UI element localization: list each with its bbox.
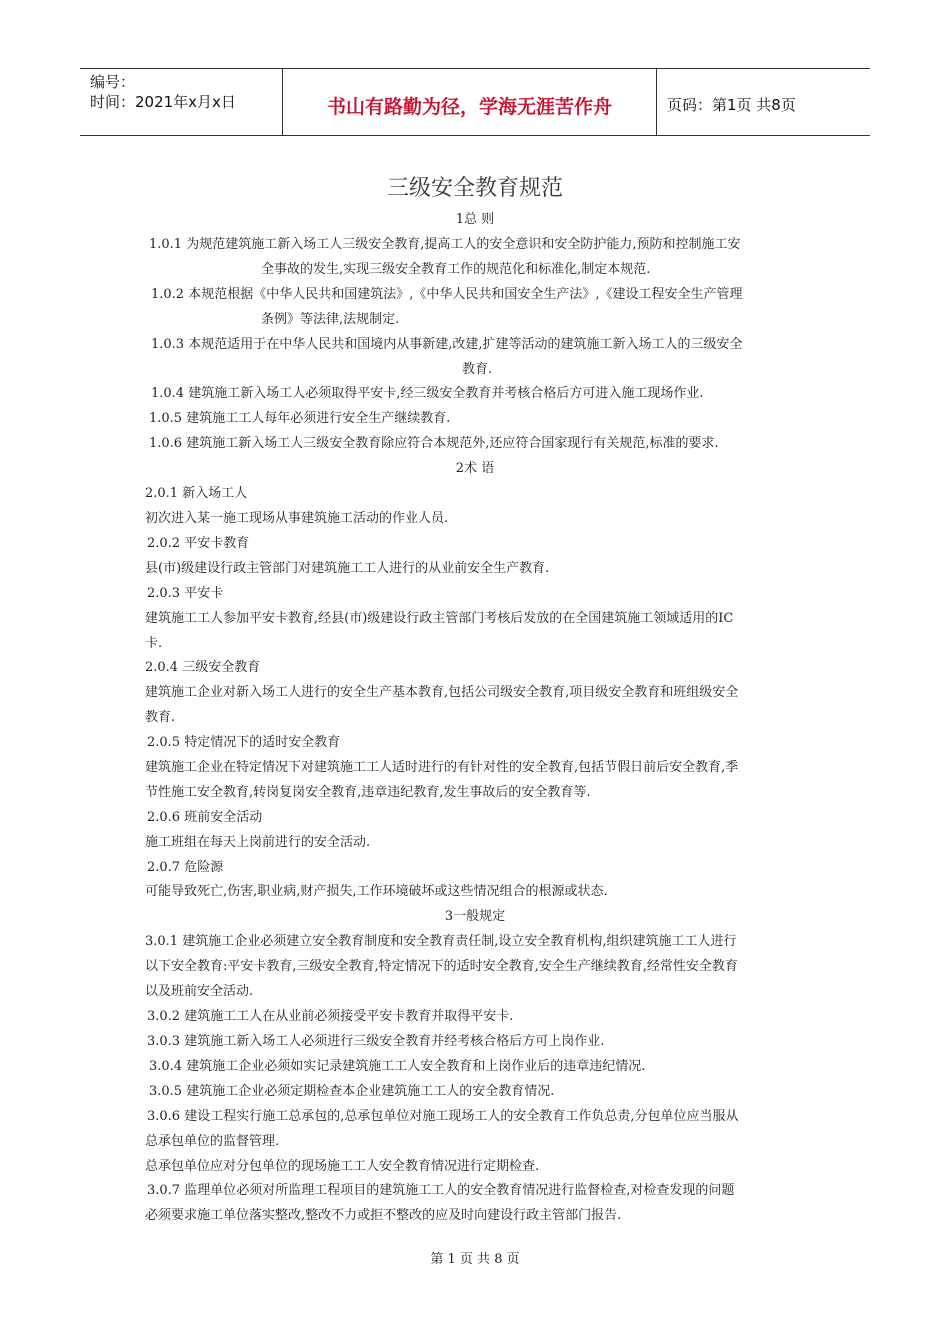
clause-line: 1.0.5 建筑施工工人每年必须进行安全生产继续教育.	[149, 411, 451, 426]
paragraph-line: 可能导致死亡,伤害,职业病,财产损失,工作环境破坏或这些情况组合的根源或状态.	[145, 884, 608, 899]
paragraph-line: 建筑施工企业对新入场工人进行的安全生产基本教育,包括公司级安全教育,项目级安全教育和班组级安全	[145, 685, 739, 700]
clause-line: 2.0.4 三级安全教育	[145, 660, 261, 675]
paragraph-line: 节性施工安全教育,转岗复岗安全教育,违章违纪教育,发生事故后的安全教育等.	[145, 785, 591, 800]
clause-line: 1.0.2 本规范根据《中华人民共和国建筑法》,《中华人民共和国安全生产法》,《建设工程安全生产管理	[151, 287, 743, 302]
paragraph-line: 全事故的发生,实现三级安全教育工作的规范化和标准化,制定本规范.	[261, 262, 651, 277]
paragraph-line: 建筑施工工人参加平安卡教育,经县(市)级建设行政主管部门考核后发放的在全国建筑施工领域适用的IC	[145, 611, 734, 626]
clause-line: 3.0.5 建筑施工企业必须定期检查本企业建筑施工工人的安全教育情况.	[149, 1084, 555, 1099]
paragraph-line: 卡.	[145, 636, 163, 651]
motto-text: 书山有路勤为径，学海无涯苦作舟	[326, 96, 612, 118]
paragraph-line: 以下安全教育:平安卡教育,三级安全教育,特定情况下的适时安全教育,安全生产继续教育,经常性安全教育	[145, 959, 738, 974]
document-title: 三级安全教育规范	[386, 176, 563, 201]
paragraph-line: 总承包单位应对分包单位的现场施工工人安全教育情况进行定期检查.	[145, 1159, 540, 1174]
paragraph-line: 总承包单位的监督管理.	[145, 1134, 280, 1149]
paragraph-line: 建筑施工企业在特定情况下对建筑施工工人适时进行的有针对性的安全教育,包括节假日前后安全教育,季	[145, 760, 739, 775]
paragraph-line: 条例》等法律,法规制定.	[261, 312, 400, 327]
paragraph-line: 县(市)级建设行政主管部门对建筑施工工人进行的从业前安全生产教育.	[145, 561, 550, 576]
section-heading: 2术 语	[455, 461, 495, 476]
clause-line: 2.0.1 新入场工人	[145, 486, 248, 501]
clause-line: 1.0.4 建筑施工新入场工人必须取得平安卡,经三级安全教育并考核合格后方可进入施工现场作业.	[151, 386, 704, 401]
clause-line: 3.0.6 建设工程实行施工总承包的,总承包单位对施工现场工人的安全教育工作负总责,分包单位应当服从	[147, 1109, 739, 1124]
clause-line: 2.0.3 平安卡	[147, 586, 224, 601]
section-heading: 3一般规定	[444, 909, 506, 924]
paragraph-line: 以及班前安全活动.	[145, 984, 254, 999]
document-date: 时间：2021年x月x日	[90, 93, 236, 111]
section-heading: 1总 则	[455, 212, 495, 227]
clause-line: 3.0.1 建筑施工企业必须建立安全教育制度和安全教育责任制,设立安全教育机构,组织建筑施工工人进行	[145, 934, 737, 949]
page-header	[80, 68, 870, 136]
clause-line: 1.0.3 本规范适用于在中华人民共和国境内从事新建,改建,扩建等活动的建筑施工新入场工人的三级安全	[151, 337, 743, 352]
clause-line: 2.0.7 危险源	[147, 860, 224, 875]
header-page-cell	[657, 69, 870, 135]
clause-line: 3.0.4 建筑施工企业必须如实记录建筑施工工人安全教育和上岗作业后的违章违纪情况.	[149, 1059, 646, 1074]
paragraph-line: 教育.	[462, 362, 493, 377]
paragraph-line: 初次进入某一施工现场从事建筑施工活动的作业人员.	[145, 511, 449, 526]
clause-line: 2.0.5 特定情况下的适时安全教育	[147, 735, 341, 750]
clause-line: 1.0.1 为规范建筑施工新入场工人三级安全教育,提高工人的安全意识和安全防护能力,预防和控制施工安	[149, 237, 741, 252]
page-footer: 第 1 页 共 8 页	[430, 1252, 520, 1267]
clause-line: 2.0.2 平安卡教育	[147, 536, 250, 551]
clause-line: 3.0.7 监理单位必须对所监理工程项目的建筑施工工人的安全教育情况进行监督检查,对检查发现的问题	[147, 1183, 735, 1198]
header-motto-cell	[283, 69, 657, 135]
page-indicator: 页码：第1页 共8页	[667, 96, 796, 114]
clause-line: 3.0.3 建筑施工新入场工人必须进行三级安全教育并经考核合格后方可上岗作业.	[147, 1034, 605, 1049]
clause-line: 3.0.2 建筑施工工人在从业前必须接受平安卡教育并取得平安卡.	[147, 1009, 514, 1024]
paragraph-line: 教育.	[145, 710, 176, 725]
paragraph-line: 必须要求施工单位落实整改,整改不力或拒不整改的应及时向建设行政主管部门报告.	[145, 1208, 622, 1223]
clause-line: 2.0.6 班前安全活动	[147, 810, 263, 825]
document-number: 编号：	[90, 73, 136, 91]
paragraph-line: 施工班组在每天上岗前进行的安全活动.	[145, 835, 371, 850]
header-info-cell	[80, 69, 283, 135]
clause-line: 1.0.6 建筑施工新入场工人三级安全教育除应符合本规范外,还应符合国家现行有关规范,标准的要求.	[149, 436, 719, 451]
